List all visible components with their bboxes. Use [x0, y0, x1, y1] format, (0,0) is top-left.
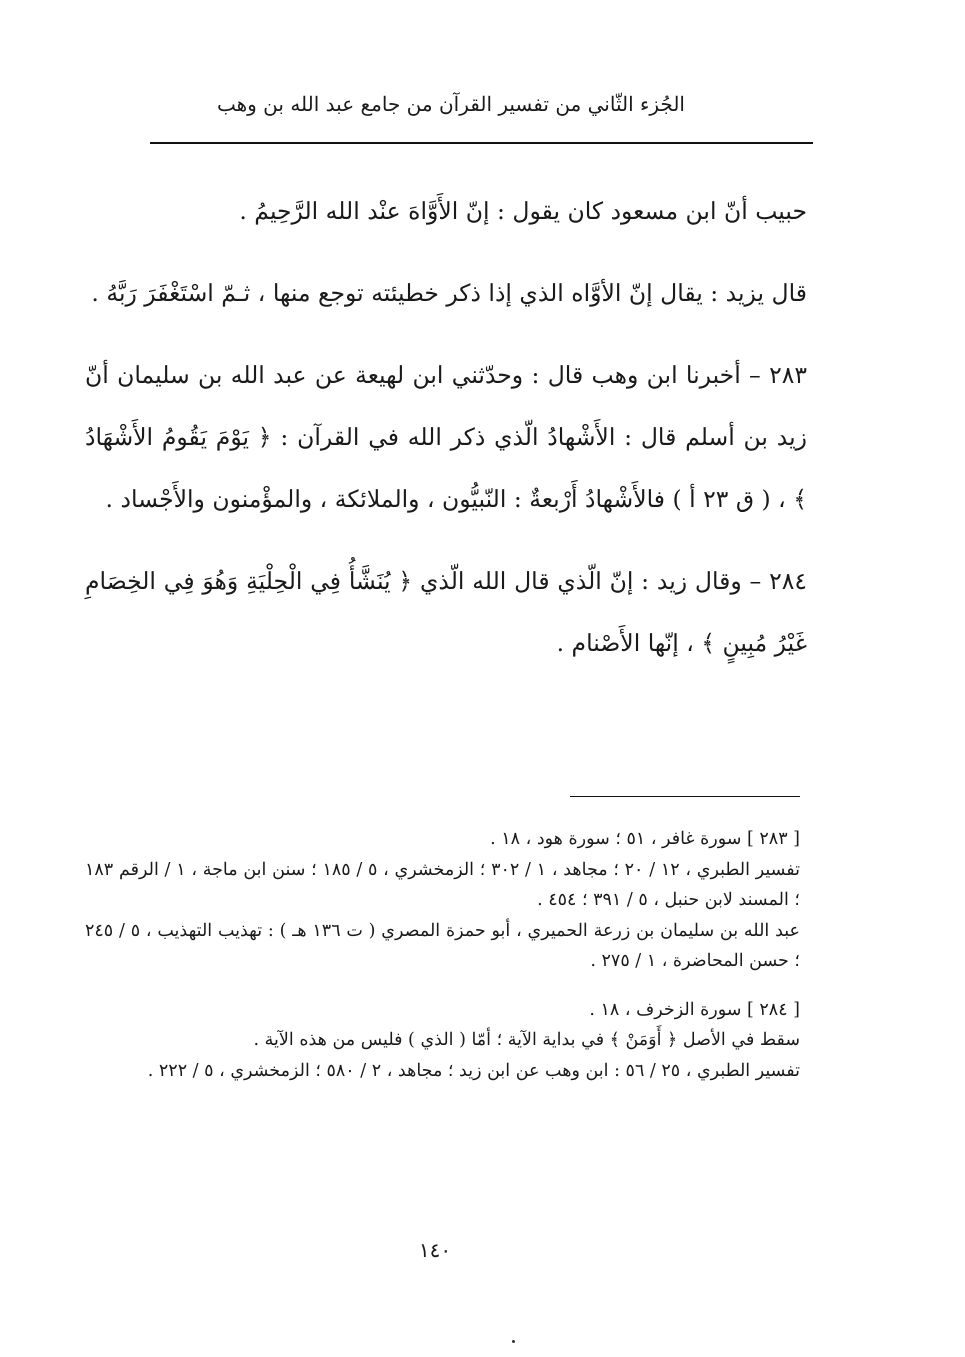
- header-rule: [150, 142, 813, 144]
- footnote-284-line-3: تفسير الطبري ، ٢٥ / ٥٦ : ابن وهب عن ابن زيد ؛ مجاهد ، ٢ / ٥٨٠ ؛ الزمخشري ، ٥ / ٢٢٢ .: [147, 1060, 800, 1081]
- paragraph-284: ٢٨٤ – وقال زيد : إنّ الّذي قال الله الّذي ﴿ يُنَشَّأُ فِي الْحِلْيَةِ وَهُوَ فِي الخِصَامِ غَيْرُ مُبِينٍ ﴾ ، إنّها الأَصْنام .: [85, 567, 807, 657]
- footnote-284-line-1: [ ٢٨٤ ] سورة الزخرف ، ١٨ .: [589, 999, 800, 1020]
- footnote-283-line-1: [ ٢٨٣ ] سورة غافر ، ٥١ ؛ سورة هود ، ١٨ .: [490, 829, 800, 849]
- footnote-283-line-2: تفسير الطبري ، ١٢ / ٢٠ ؛ مجاهد ، ١ / ٣٠٢ ؛ الزمخشري ، ٥ / ١٨٥ ؛ سنن ابن ماجة ، ١ / الرقم ١٨٣ ؛ المسند لابن حنبل ، ٥ / ٣٩١ ؛ ٤٥٤ .: [85, 859, 800, 910]
- running-header: الجُزء الثّاني من تفسير القرآن من جامع عبد الله بن وهب: [216, 92, 685, 116]
- footnote-284-line-2: سقط في الأصل ﴿ أَوَمَنْ ﴾ في بداية الآية ؛ أمّا ( الذي ) فليس من هذه الآية .: [253, 1030, 800, 1050]
- footnote-group-284: [85, 995, 800, 1087]
- main-text: [85, 180, 807, 694]
- paragraph-1: حبيب أنّ ابن مسعود كان يقول : إنّ الأَوَّاهَ عنْد الله الرَّحِيمُ .: [239, 197, 807, 225]
- scan-speck: [512, 1340, 515, 1343]
- footnote-rule: [570, 796, 800, 797]
- footnotes: [85, 824, 800, 1104]
- paragraph-283: ٢٨٣ – أخبرنا ابن وهب قال : وحدّثني ابن لهيعة عن عبد الله بن سليمان أنّ زيد بن أسلم قال : الأَشْهادُ الّذي ذكر الله في القرآن : ﴿ يَوْمَ يَقُومُ الأَشْهَادُ ﴾ ، ( ق ٢٣ أ ) فالأَشْهادُ أَرْبعةٌ : النّبيُّون ، والملائكة ، والمؤْمنون والأَجْساد .: [85, 361, 807, 513]
- page-number: ١٤٠: [418, 1238, 452, 1262]
- footnote-283-line-3: عبد الله بن سليمان بن زرعة الحميري ، أبو حمزة المصري ( ت ١٣٦ هـ ) : تهذيب التهذيب ، ٥ / ٢٤٥ ؛ حسن المحاضرة ، ١ / ٢٧٥ .: [85, 920, 801, 971]
- paragraph-2: قال يزيد : يقال إنّ الأوَّاه الذي إذا ذكر خطيئته توجع منها ، ثـمّ اسْتَغْفَرَ رَبَّهُ .: [91, 279, 807, 307]
- footnote-group-283: [85, 824, 800, 977]
